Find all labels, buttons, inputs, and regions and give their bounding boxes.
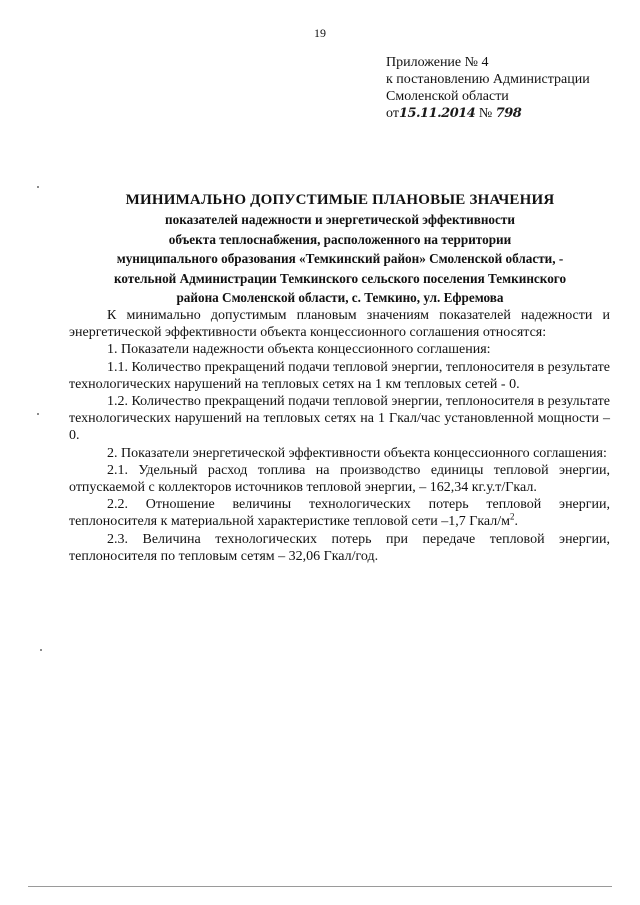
number-prefix: № — [475, 106, 496, 121]
document-title — [60, 190, 620, 308]
paragraph-2-2-end: . — [514, 514, 519, 530]
appendix-line-3: Смоленской области — [386, 89, 509, 104]
appendix-line-2: к постановлению Администрации — [386, 72, 590, 87]
title-line-4: котельной Администрации Темкинского сельского поселения Темкинского — [113, 270, 567, 286]
scan-speck — [37, 186, 39, 188]
paragraph-2-2 — [69, 496, 610, 530]
paragraph-1-1: 1.1. Количество прекращений подачи тепловой энергии, теплоносителя в результате технологических нарушений на тепловых сетях на 1 км тепловых сетей - 0. — [69, 359, 610, 392]
scan-edge-line — [28, 886, 612, 887]
paragraph-2-1: 2.1. Удельный расход топлива на производство единицы тепловой энергии, отпускаемой с коллекторов источников тепловой энергии, – 162,34 кг.у.т/Гкал. — [69, 462, 610, 496]
date-prefix: от — [386, 106, 399, 121]
paragraph-2-2-text: 2.2. Отношение величины технологических потерь тепловой энергии, теплоносителя к материальной характеристике тепловой сети –1,7 Гкал/м — [69, 497, 610, 530]
paragraph-intro: К минимально допустимым плановым значениям показателей надежности и энергетической эффективности объекта концессионного соглашения относятся: — [69, 308, 610, 341]
title-line-5: района Смоленской области, с. Темкино, ул. Ефремова — [176, 290, 504, 305]
scan-speck — [40, 649, 42, 651]
title-main: МИНИМАЛЬНО ДОПУСТИМЫЕ ПЛАНОВЫЕ ЗНАЧЕНИЯ — [125, 192, 555, 208]
title-line-3: муниципального образования «Темкинский район» Смоленской области, - — [116, 251, 564, 266]
appendix-header — [386, 54, 590, 122]
paragraph-2-3: 2.3. Величина технологических потерь при передаче тепловой энергии, теплоносителя по тепловым сетям – 32,06 Гкал/год. — [69, 531, 610, 564]
scan-speck — [37, 413, 39, 415]
appendix-line-1: Приложение № 4 — [386, 55, 489, 70]
appendix-date-line — [386, 105, 590, 122]
handwritten-date: 15.11.2014 — [398, 106, 476, 121]
page-number: 19 — [314, 26, 326, 40]
superscript-2: 2 — [510, 511, 515, 522]
title-line-1: показателей надежности и энергетической эффективности — [165, 212, 515, 227]
paragraph-1: 1. Показатели надежности объекта концессионного соглашения: — [107, 342, 491, 358]
document-body — [69, 307, 610, 565]
paragraph-1-2: 1.2. Количество прекращений подачи тепловой энергии, теплоносителя в результате технологических нарушений на тепловых сетях на 1 Гкал/час установленной мощности – 0. — [69, 394, 610, 444]
title-line-2: объекта теплоснабжения, расположенного на территории — [168, 231, 512, 247]
handwritten-number: 798 — [495, 106, 522, 121]
paragraph-2: 2. Показатели энергетической эффективности объекта концессионного соглашения: — [107, 445, 607, 461]
